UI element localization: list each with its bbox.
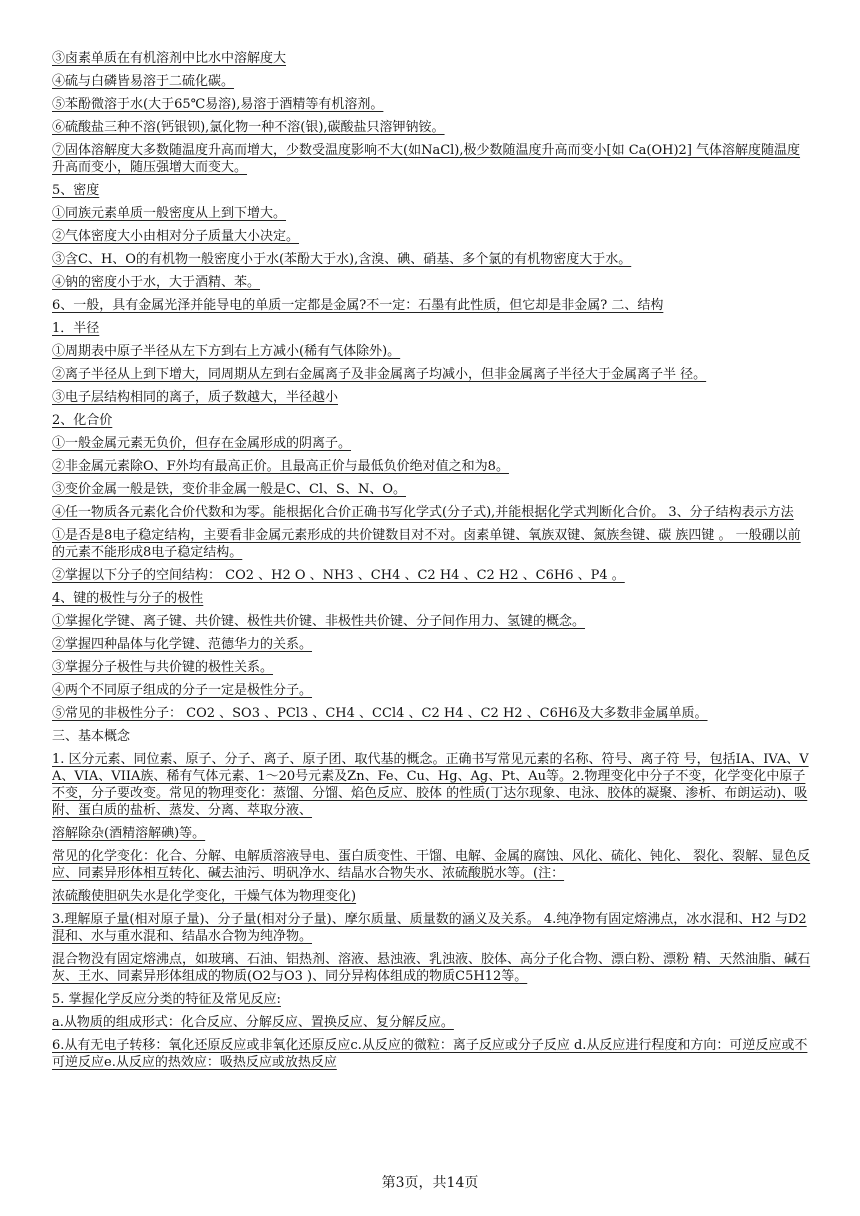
text-line: ⑦固体溶解度大多数随温度升高而增大，少数受温度影响不大(如NaCl),极少数随温度升高而变小[如 Ca(OH)2] 气体溶解度随温度升高而变小，随压强增大而变大。 xyxy=(52,143,801,175)
text-line: ②非金属元素除O、F外均有最高正价。且最高正价与最低负价绝对值之和为8。 xyxy=(52,459,509,474)
text-line: ①是否是8电子稳定结构，主要看非金属元素形成的共价键数目对不对。卤素单键、氧族双键、氮族叁键、碳 族四键 。 一般硼以前的元素不能形成8电子稳定结构。 xyxy=(52,528,801,560)
text-line: ①周期表中原子半径从左下方到右上方减小(稀有气体除外)。 xyxy=(52,344,401,359)
text-line: ③掌握分子极性与共价键的极性关系。 xyxy=(52,660,274,675)
text-line: 1. 区分元素、同位素、原子、分子、离子、原子团、取代基的概念。正确书写常见元素的名称、符号、离子符 号，包括IA、IVA、VA、VIA、VIIA族、稀有气体元素、1～20号元素及Zn、Fe、Cu、Hg、Ag、Pt、Au等。2.物理变化中分子不变，化学变化中原子不变，分子要改变。常见的物理变化：蒸馏、分馏、焰色反应、胶体 的性质(丁达尔现象、电泳、胶体的凝聚、渗析、布朗运动)、吸附、蛋白质的盐析、蒸发、分离、萃取分液、 xyxy=(52,752,809,818)
section-heading: 1．半径 xyxy=(52,321,100,336)
text-line: 5. 掌握化学反应分类的特征及常见反应: xyxy=(52,992,281,1007)
text-line: ②掌握以下分子的空间结构： CO2 、H2 O 、NH3 、CH4 、C2 H4 、C2 H2 、C6H6 、P4 。 xyxy=(52,568,625,583)
text-line: a.从物质的组成形式：化合反应、分解反应、置换反应、复分解反应。 xyxy=(52,1015,454,1030)
text-line: ①同族元素单质一般密度从上到下增大。 xyxy=(52,206,287,221)
text-line: ②离子半径从上到下增大，同周期从左到右金属离子及非金属离子均减小，但非金属离子半径大于金属离子半 径。 xyxy=(52,367,707,382)
text-line: ③电子层结构相同的离子，质子数越大，半径越小 xyxy=(52,390,339,405)
text-line: 浓硫酸使胆矾失水是化学变化，干燥气体为物理变化) xyxy=(52,889,357,904)
text-line: 混合物没有固定熔沸点，如玻璃、石油、铝热剂、溶液、悬浊液、乳浊液、胶体、高分子化合物、漂白粉、漂粉 精、天然油脂、碱石灰、王水、同素异形体组成的物质(O2与O3 )、同分异构体组成的物质C5H12等。 xyxy=(52,952,811,984)
text-line: ②气体密度大小由相对分子质量大小决定。 xyxy=(52,229,300,244)
text-line: ④硫与白磷皆易溶于二硫化碳。 xyxy=(52,74,235,89)
section-heading: 三、基本概念 xyxy=(52,729,131,744)
text-line: 溶解除杂(酒精溶解碘)等。 xyxy=(52,826,206,841)
text-line: ③含C、H、O的有机物一般密度小于水(苯酚大于水),含溴、碘、硝基、多个氯的有机物密度大于水。 xyxy=(52,252,632,267)
text-line: 常见的化学变化：化合、分解、电解质溶液导电、蛋白质变性、干馏、电解、金属的腐蚀、风化、硫化、钝化、 裂化、裂解、显色反应、同素异形体相互转化、碱去油污、明矾净水、结晶水合物失水、浓硫酸脱水等。(注： xyxy=(52,849,811,881)
text-line: ③变价金属一般是铁，变价非金属一般是C、Cl、S、N、O。 xyxy=(52,482,406,497)
text-line: ⑥硫酸盐三种不溶(钙银钡),氯化物一种不溶(银),碳酸盐只溶钾钠铵。 xyxy=(52,120,445,135)
text-line: 6、一般，具有金属光泽并能导电的单质一定都是金属?不一定：石墨有此性质，但它却是非金属? 二、结构 xyxy=(52,298,664,313)
text-line: ②掌握四种晶体与化学键、范德华力的关系。 xyxy=(52,637,313,652)
text-line: ①一般金属元素无负价，但存在金属形成的阴离子。 xyxy=(52,436,352,451)
text-line: 3.理解原子量(相对原子量)、分子量(相对分子量)、摩尔质量、质量数的涵义及关系。 4.纯净物有固定熔沸点，冰水混和、H2 与D2 混和、水与重水混和、结晶水合物为纯净物。 xyxy=(52,912,807,944)
text-line: ④两个不同原子组成的分子一定是极性分子。 xyxy=(52,683,313,698)
section-heading: 2、化合价 xyxy=(52,413,113,428)
text-line: ③卤素单质在有机溶剂中比水中溶解度大 xyxy=(52,51,287,66)
text-line: ⑤苯酚微溶于水(大于65℃易溶),易溶于酒精等有机溶剂。 xyxy=(52,97,384,112)
text-line: ④任一物质各元素化合价代数和为零。能根据化合价正确书写化学式(分子式),并能根据化学式判断化合价。 3、分子结构表示方法 xyxy=(52,505,794,520)
text-line: ④钠的密度小于水，大于酒精、苯。 xyxy=(52,275,261,290)
document-body xyxy=(52,50,812,1077)
section-heading: 4、键的极性与分子的极性 xyxy=(52,591,204,606)
text-line: ①掌握化学键、离子键、共价键、极性共价键、非极性共价键、分子间作用力、氢键的概念。 xyxy=(52,614,586,629)
text-line: ⑤常见的非极性分子： CO2 、SO3 、PCl3 、CH4 、CCl4 、C2 H4 、C2 H2 、C6H6及大多数非金属单质。 xyxy=(52,706,708,721)
text-line: 6.从有无电子转移：氧化还原反应或非氧化还原反应c.从反应的微粒：离子反应或分子反应 d.从反应进行程度和方向：可逆反应或不可逆反应e.从反应的热效应：吸热反应或放热反应 xyxy=(52,1038,808,1070)
section-heading: 5、密度 xyxy=(52,183,100,198)
page-number: 第3页，共14页 xyxy=(381,1175,479,1191)
